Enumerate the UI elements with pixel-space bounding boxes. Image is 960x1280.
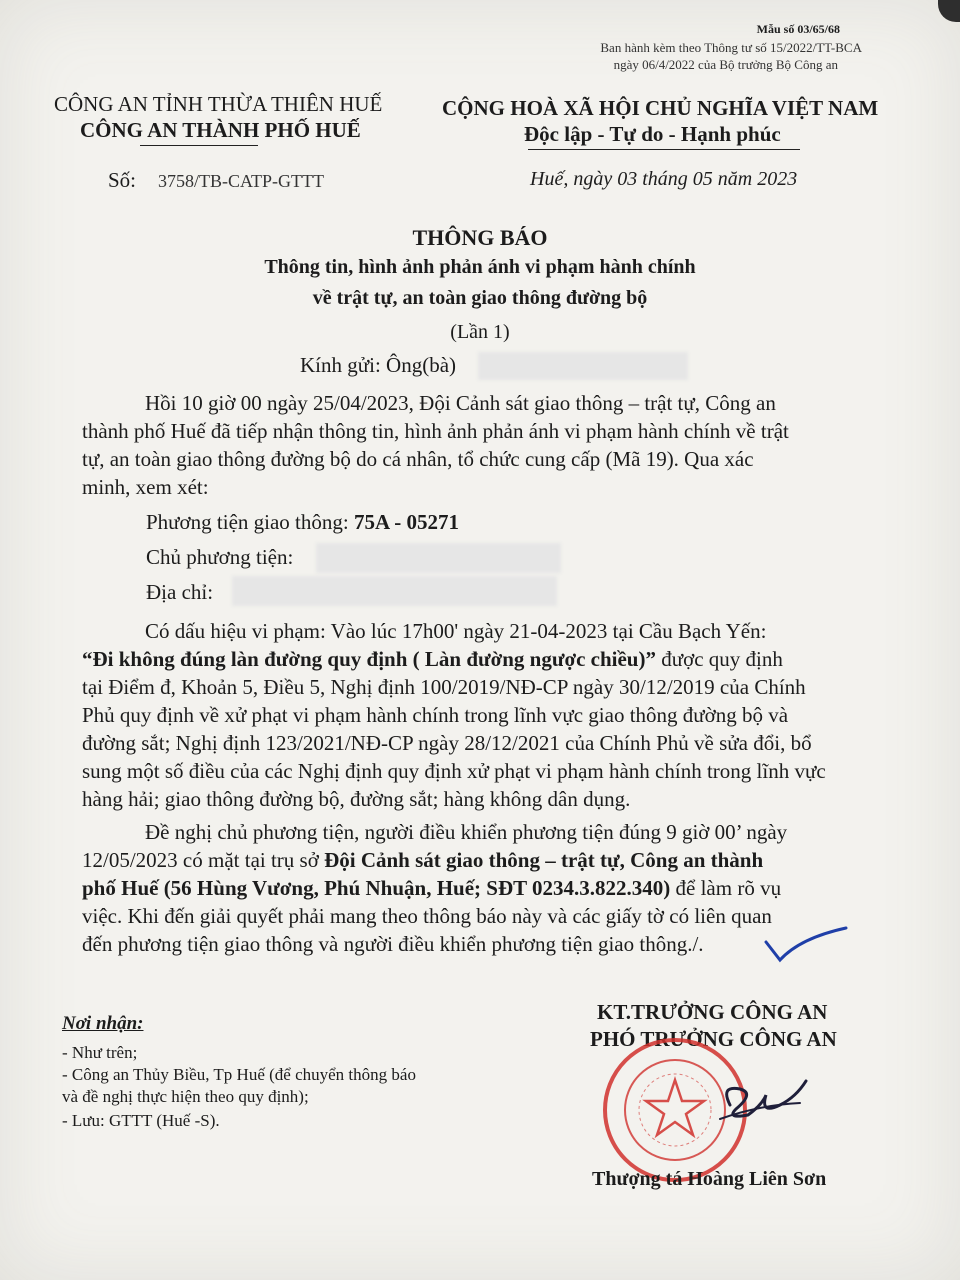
ink-tick-mark [760,920,850,970]
para3-line1: Đề nghị chủ phương tiện, người điều khiển phương tiện đúng 9 giờ 00’ ngày [145,820,788,844]
recipient-item-2: - Công an Thủy Biều, Tp Huế (để chuyển thông báo [62,1065,416,1084]
document-date: Huế, ngày 03 tháng 05 năm 2023 [530,168,798,190]
para1-line2: thành phố Huế đã tiếp nhận thông tin, hình ảnh phản ánh vi phạm hành chính về trật [82,419,789,443]
motto-underline [528,149,800,150]
para1-line1: Hồi 10 giờ 00 ngày 25/04/2023, Đội Cảnh sát giao thông – trật tự, Công an [145,391,776,415]
redacted-name [478,352,688,380]
recipient-item-1: - Như trên; [62,1043,138,1062]
signer-title-2: PHÓ TRƯỞNG CÔNG AN [590,1027,837,1051]
para2-line7: hàng hải; giao thông đường bộ, đường sắt; hàng không dân dụng. [82,787,631,811]
para2-line1: Có dấu hiệu vi phạm: Vào lúc 17h00' ngày 21-04-2023 tại Cầu Bạch Yến: [145,619,767,643]
violation-text: “Đi không đúng làn đường quy định ( Làn đường ngược chiều)” [82,647,656,671]
document-number: 3758/TB-CATP-GTTT [158,171,324,191]
para3-line3-tail: để làm rõ vụ [670,876,782,900]
para2-line4: Phủ quy định về xử phạt vi phạm hành chính trong lĩnh vực giao thông đường bộ và [82,703,789,727]
form-issued-line2: ngày 06/4/2022 của Bộ trưởng Bộ Công an [613,57,838,72]
form-number: Mẫu số 03/65/68 [756,22,840,36]
vehicle-plate: 75A - 05271 [353,510,459,534]
owner-label: Chủ phương tiện: [146,545,294,569]
para2-line6: sung một số điều của các Nghị định quy định xử phạt vi phạm hành chính trong lĩnh vực [82,759,826,783]
para2-line5: đường sắt; Nghị định 123/2021/NĐ-CP ngày 28/12/2021 của Chính Phủ về sửa đổi, bổ [82,731,812,755]
recipient-salutation: Kính gửi: Ông(bà) [300,353,457,377]
para3-line4: việc. Khi đến giải quyết phải mang theo thông báo này và các giấy tờ có liên quan [82,904,772,928]
office-address: phố Huế (56 Hùng Vương, Phú Nhuận, Huế; SĐT 0234.3.822.340) [82,876,671,900]
document-number-label: Số: [108,168,137,192]
redacted-owner [316,543,561,573]
document-subtitle-1: Thông tin, hình ảnh phản ánh vi phạm hành chính [264,256,696,278]
recipient-item-3: và đề nghị thực hiện theo quy định); [62,1087,309,1106]
para2-line2 [82,647,783,672]
para3-line3 [82,876,781,901]
nation-title: CỘNG HOÀ XÃ HỘI CHỦ NGHĨA VIỆT NAM [442,96,879,120]
violation-tail: được quy định [655,647,783,671]
para3-line2 [82,848,763,873]
document-title: THÔNG BÁO [412,225,548,250]
para3-line2-b: Đội Cảnh sát giao thông – trật tự, Công an thành [324,848,764,872]
signer-name: Thượng tá Hoàng Liên Sơn [592,1168,827,1190]
agency-parent: CÔNG AN TỈNH THỪA THIÊN HUẾ [54,92,383,116]
para3-line5: đến phương tiện giao thông và người điều khiển phương tiện giao thông./. [82,932,704,956]
para2-line3: tại Điểm đ, Khoản 5, Điều 5, Nghị định 100/2019/NĐ-CP ngày 30/12/2019 của Chính [82,675,806,699]
nation-motto: Độc lập - Tự do - Hạnh phúc [524,122,781,146]
para1-line3: tự, an toàn giao thông đường bộ do cá nhân, tổ chức cung cấp (Mã 19). Qua xác [82,447,754,471]
vehicle-label: Phương tiện giao thông: [146,510,354,534]
address-label: Địa chỉ: [146,580,214,604]
signer-title-1: KT.TRƯỞNG CÔNG AN [597,1000,828,1024]
form-issued-line1: Ban hành kèm theo Thông tư số 15/2022/TT-BCA [600,40,862,55]
vehicle-row [146,510,459,535]
notice-round: (Lần 1) [450,321,510,343]
document-subtitle-2: về trật tự, an toàn giao thông đường bộ [312,287,648,309]
recipients-title: Nơi nhận: [62,1013,144,1034]
para3-line2-a: 12/05/2023 có mặt tại trụ sở [82,848,325,872]
recipient-item-4: - Lưu: GTTT (Huế -S). [62,1111,220,1130]
para1-line4: minh, xem xét: [82,475,209,499]
page-corner-shadow [938,0,960,22]
handwritten-signature [700,1075,810,1130]
agency-underline [140,145,258,146]
redacted-address [232,576,557,606]
agency-name: CÔNG AN THÀNH PHỐ HUẾ [80,118,361,142]
